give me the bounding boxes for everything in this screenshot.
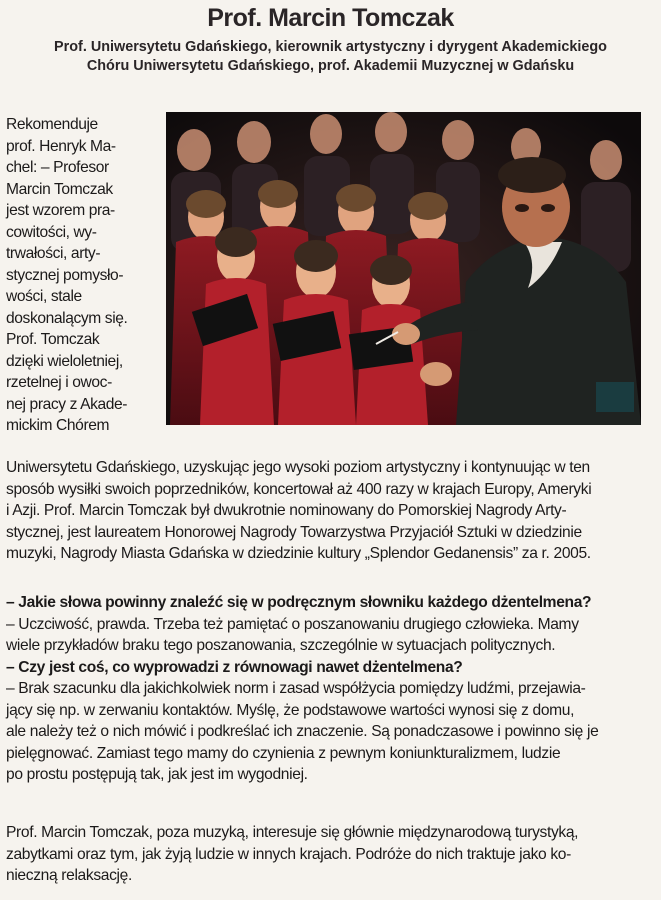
interview-answer-line: – Brak szacunku dla jakichkolwiek norm i zasad współżycia pomiędzy ludźmi, przejawia-: [6, 680, 586, 697]
text-line: cowitości, wy-: [6, 223, 97, 241]
text-line: dzięki wieloletniej,: [6, 352, 123, 370]
article-title: Prof. Marcin Tomczak: [207, 4, 454, 32]
conductor-choir-photo: [166, 112, 641, 425]
article-subtitle: [6, 38, 655, 76]
text-line: nej pracy z Akade-: [6, 395, 128, 413]
interview-answer-line: wiele przykładów braku tego poszanowania, szczególnie w sytuacjach politycznych.: [6, 637, 556, 654]
interview-answer-line: po prostu postępują tak, jak jest im wygodniej.: [6, 766, 308, 783]
interview-answer-line: ale należy też o nich mówić i podkreślać ich znaczenie. Są ponadczasowe i powinno się je: [6, 723, 599, 740]
text-line: trwałości, arty-: [6, 245, 101, 262]
text-line: zabytkami oraz tym, jak żyją ludzie w innych krajach. Podróże do nich traktuje jako ko-: [6, 845, 571, 863]
interview-qa: [6, 592, 652, 786]
text-line: sposób wysiłki swoich poprzedników, koncertował aż 400 razy w krajach Europy, Ameryki: [6, 480, 592, 498]
text-line: wości, stale: [6, 288, 82, 305]
text-line: Uniwersytetu Gdańskiego, uzyskując jego wysoki poziom artystyczny i kontynuując w ten: [6, 459, 590, 476]
text-line: Prof. Tomczak: [6, 331, 100, 348]
text-line: stycznej pomysło-: [6, 266, 124, 284]
conductor-choir-illustration: [166, 112, 641, 425]
text-line: rzetelnej i owoc-: [6, 374, 112, 391]
text-line: stycznej, jest laureatem Honorowej Nagrody Towarzystwa Przyjaciół Sztuki w dziedzinie: [6, 523, 582, 541]
subtitle-line: Chóru Uniwersytetu Gdańskiego, prof. Akademii Muzycznej w Gdańsku: [86, 58, 575, 74]
text-line: Prof. Marcin Tomczak, poza muzyką, interesuje się głównie międzynarodową turystyką,: [6, 824, 579, 841]
intro-wide-paragraph: [6, 457, 652, 565]
text-line: prof. Henryk Ma-: [6, 137, 116, 155]
text-line: mickim Chórem: [6, 417, 110, 434]
text-line: doskonalącym się.: [6, 309, 128, 327]
text-line: i Azji. Prof. Marcin Tomczak był dwukrotnie nominowany do Pomorskiej Nagrody Arty-: [6, 502, 567, 519]
interview-answer-line: – Uczciwość, prawda. Trzeba też pamiętać o poszanowaniu drugiego człowieka. Mamy: [6, 615, 579, 633]
closing-paragraph: [6, 822, 652, 887]
interview-question: – Jakie słowa powinny znaleźć się w podręcznym słowniku każdego dżentelmena?: [6, 594, 592, 611]
text-line: Rekomenduje: [6, 116, 98, 133]
text-line: chel: – Profesor: [6, 159, 109, 176]
interview-question: – Czy jest coś, co wyprowadzi z równowagi nawet dżentelmena?: [6, 658, 463, 676]
interview-answer-line: pielęgnować. Zamiast tego mamy do czynienia z pewnym koniunkturalizmem, ludzie: [6, 744, 561, 762]
interview-answer-line: jący się np. w zerwaniu kontaktów. Myślę, że podstawowe wartości wynosi się z domu,: [6, 701, 575, 719]
text-line: Marcin Tomczak: [6, 180, 113, 198]
text-line: nieczną relaksację.: [6, 867, 132, 884]
text-line: jest wzorem pra-: [6, 202, 115, 219]
subtitle-line: Prof. Uniwersytetu Gdańskiego, kierownik artystyczny i dyrygent Akademickiego: [54, 39, 607, 55]
text-line: muzyki, Nagrody Miasta Gdańska w dziedzinie kultury „Splendor Gedanensis” za r. 2005.: [6, 545, 591, 562]
intro-narrow-column: [6, 114, 160, 437]
